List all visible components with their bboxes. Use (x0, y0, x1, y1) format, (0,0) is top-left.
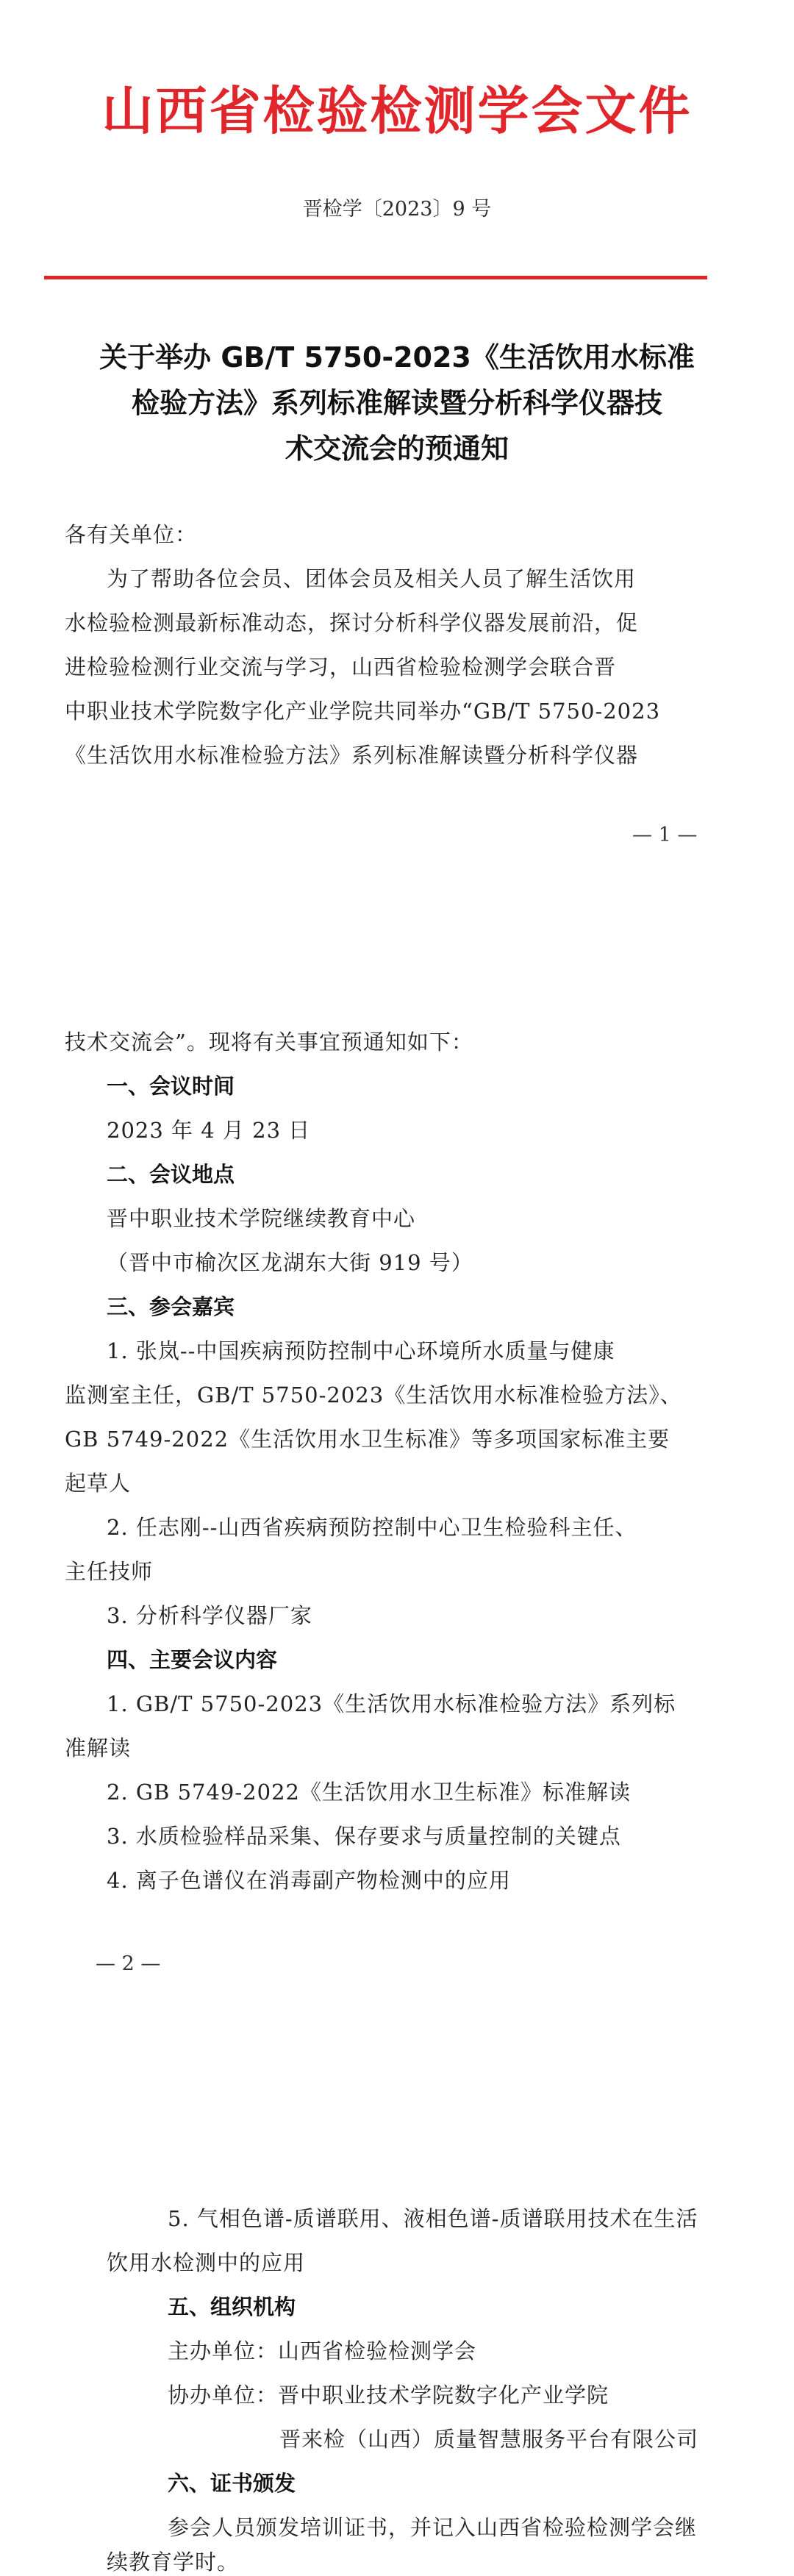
guest-line-1: 1. 张岚--中国疾病预防控制中心环境所水质量与健康 (107, 1338, 615, 1363)
content-line-3: 2. GB 5749-2022《生活饮用水卫生标准》标准解读 (107, 1780, 631, 1805)
section-heading-certificate: 六、证书颁发 (168, 2471, 296, 2496)
certificate-line-1: 参会人员颁发培训证书，并记入山西省检验检测学会继 (168, 2515, 698, 2540)
guest-line-2: 监测室主任，GB/T 5750-2023《生活饮用水标准检验方法》、 (65, 1382, 682, 1407)
continued-line: 技术交流会”。现将有关事宜预通知如下： (65, 1030, 473, 1055)
content-line-5: 4. 离子色谱仪在消毒副产物检测中的应用 (107, 1868, 511, 1893)
notice-title-line-1: 关于举办 GB/T 5750-2023《生活饮用水标准 (99, 341, 695, 374)
meeting-date: 2023 年 4 月 23 日 (107, 1118, 311, 1143)
host-unit: 主办单位：山西省检验检测学会 (168, 2338, 477, 2363)
co-host-unit-2: 晋来检（山西）质量智慧服务平台有限公司 (279, 2427, 699, 2452)
salutation: 各有关单位： (65, 522, 198, 547)
intro-line-4: 中职业技术学院数字化产业学院共同举办“GB/T 5750-2023 (65, 699, 661, 724)
section-heading-meeting-venue: 二、会议地点 (107, 1162, 235, 1187)
document-number: 晋检学〔2023〕9 号 (302, 198, 492, 221)
guest-line-3: GB 5749-2022《生活饮用水卫生标准》等多项国家标准主要 (65, 1427, 670, 1452)
page-number-2: — 2 — (96, 1952, 161, 1975)
guest-line-6: 主任技师 (65, 1559, 154, 1584)
section-heading-meeting-time: 一、会议时间 (107, 1074, 235, 1099)
content-line-6: 5. 气相色谱-质谱联用、液相色谱-质谱联用技术在生活 (168, 2206, 698, 2231)
guest-line-4: 起草人 (65, 1471, 132, 1496)
content-line-1: 1. GB/T 5750-2023《生活饮用水标准检验方法》系列标 (107, 1691, 676, 1716)
content-line-2: 准解读 (65, 1735, 132, 1760)
certificate-line-2: 续教育学时。 (107, 2550, 240, 2575)
notice-title (0, 335, 794, 471)
document-header-title: 山西省检验检测学会文件 (101, 81, 693, 141)
intro-line-2: 水检验检测最新标准动态，探讨分析科学仪器发展前沿，促 (65, 610, 639, 635)
venue-address: （晋中市榆次区龙湖东大街 919 号） (107, 1250, 473, 1275)
notice-title-line-2: 检验方法》系列标准解读暨分析科学仪器技 (131, 387, 662, 419)
co-host-unit: 协办单位：晋中职业技术学院数字化产业学院 (168, 2383, 609, 2408)
guest-line-5: 2. 任志刚--山西省疾病预防控制中心卫生检验科主任、 (107, 1515, 637, 1540)
content-line-4: 3. 水质检验样品采集、保存要求与质量控制的关键点 (107, 1824, 621, 1849)
venue-name: 晋中职业技术学院继续教育中心 (107, 1206, 416, 1231)
intro-line-5: 《生活饮用水标准检验方法》系列标准解读暨分析科学仪器 (65, 743, 639, 768)
red-divider-line (44, 276, 707, 279)
intro-line-1: 为了帮助各位会员、团体会员及相关人员了解生活饮用 (107, 566, 637, 591)
section-heading-organizers: 五、组织机构 (168, 2294, 296, 2319)
guest-line-7: 3. 分析科学仪器厂家 (107, 1603, 312, 1628)
section-heading-guests: 三、参会嘉宾 (107, 1294, 235, 1319)
notice-title-line-3: 术交流会的预通知 (285, 432, 509, 465)
section-heading-content: 四、主要会议内容 (107, 1647, 278, 1672)
page-number-1: — 1 — (632, 824, 698, 846)
intro-line-3: 进检验检测行业交流与学习，山西省检验检测学会联合晋 (65, 654, 617, 679)
content-line-7: 饮用水检测中的应用 (107, 2250, 306, 2275)
